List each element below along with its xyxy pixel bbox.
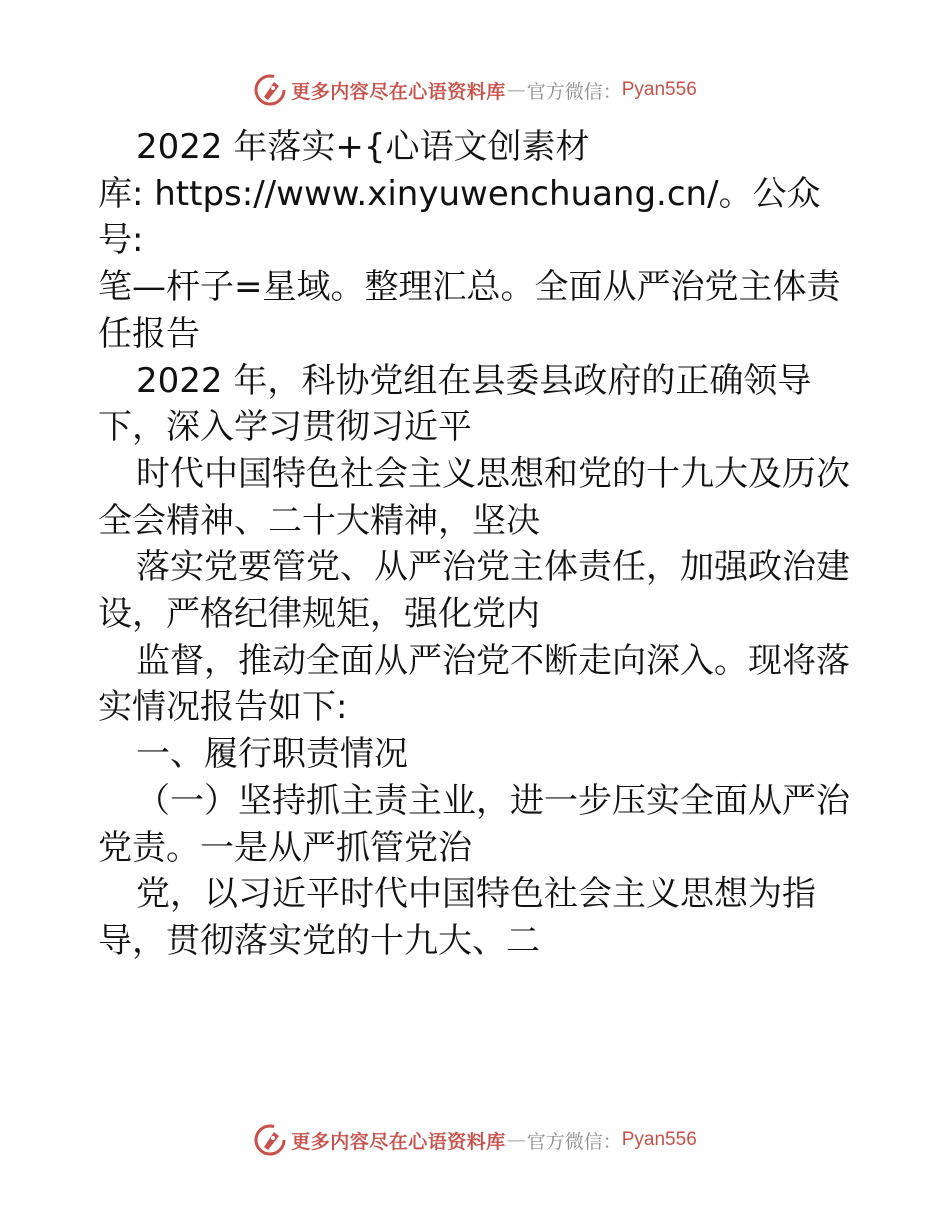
site-name: 更多内容尽在心语资料库: [291, 80, 506, 103]
text-line: 党责。一是从严抓管党治: [98, 827, 472, 868]
header-watermark: [0, 70, 950, 110]
separator: —: [506, 79, 526, 101]
wechat-account: Pyan556: [621, 1129, 697, 1150]
text-line: 2022 年落实+{心语文创素材: [136, 127, 590, 167]
text-line: 落实党要管党、从严治党主体责任，加强政治建: [136, 547, 850, 588]
text-line: 2022 年，科协党组在县委县政府的正确领导: [136, 360, 812, 401]
text-line: 库: https://www.xinyuwenchuang.cn/。公众号:: [98, 173, 821, 261]
text-line: 笔—杆子=星域。整理汇总。全面从严治党主体责: [98, 267, 841, 308]
pen-nib-logo-icon: [253, 73, 287, 107]
text-line: 监督，推动全面从严治党不断走向深入。现将落: [136, 640, 850, 681]
text-line: 任报告: [98, 313, 200, 354]
document-body: [98, 124, 858, 965]
text-line: 全会精神、二十大精神，坚决: [98, 500, 540, 541]
wechat-account: Pyan556: [621, 79, 697, 100]
section-heading: 一、履行职责情况: [136, 734, 408, 775]
text-line: 下，深入学习贯彻习近平: [98, 407, 472, 448]
text-line: 实情况报告如下:: [98, 687, 348, 728]
wechat-label: 官方微信：: [526, 80, 622, 103]
separator: —: [506, 1129, 526, 1151]
pen-nib-logo-icon: [253, 1123, 287, 1157]
text-line: （一）坚持抓主责主业，进一步压实全面从严治: [136, 780, 850, 821]
text-line: 导，贯彻落实党的十九大、二: [98, 920, 540, 961]
text-line: 设，严格纪律规矩，强化党内: [98, 594, 540, 635]
text-line: 时代中国特色社会主义思想和党的十九大及历次: [136, 453, 850, 494]
wechat-label: 官方微信：: [526, 1130, 622, 1153]
footer-watermark: [0, 1120, 950, 1160]
text-line: 党，以习近平时代中国特色社会主义思想为指: [136, 874, 816, 915]
site-name: 更多内容尽在心语资料库: [291, 1130, 506, 1153]
